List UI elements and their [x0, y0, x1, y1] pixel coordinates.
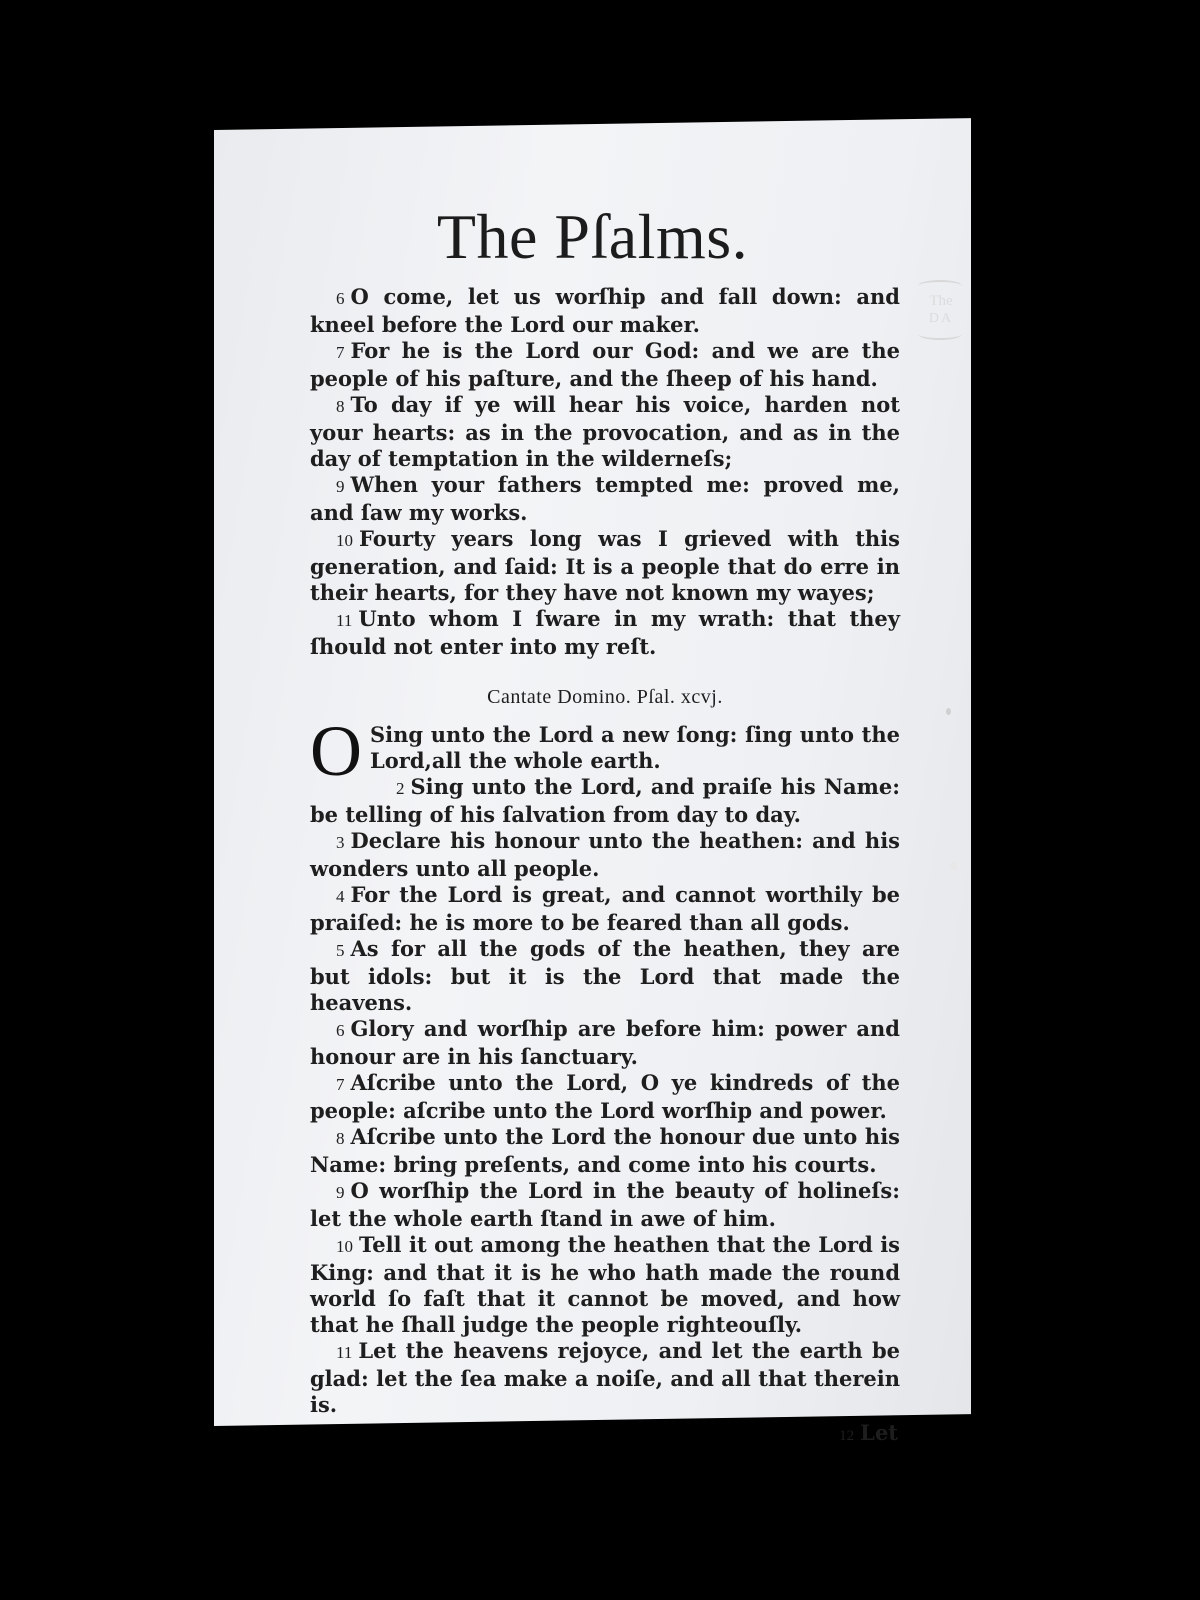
dust-speck — [946, 708, 951, 715]
margin-note-line2: DA — [928, 311, 954, 326]
verse-number: 4 — [336, 887, 345, 906]
verse — [310, 1338, 900, 1418]
verse-number: 6 — [336, 1021, 345, 1040]
drop-cap: O — [310, 711, 362, 791]
verse-number: 5 — [336, 941, 345, 960]
adjacent-page-margin-note — [918, 280, 964, 350]
verse-text: O worſhip the Lord in the beauty of holineſs: let the whole earth ſtand in awe of him. — [310, 1178, 900, 1231]
verse-text: Glory and worſhip are before him: power and honour are in his ſanctuary. — [310, 1016, 900, 1069]
verse — [310, 1016, 900, 1070]
catchword-number: 12 — [839, 1428, 855, 1444]
verse — [310, 338, 900, 392]
verse-text: O come, let us worſhip and fall down: and kneel before the Lord our maker. — [310, 284, 900, 337]
verse-text: Tell it out among the heathen that the Lord is King: and that it is he who hath made the round world ſo faſt that it cannot be moved, and how that he ſhall judge the people righteouſly. — [310, 1232, 900, 1337]
verse-text: When your fathers tempted me: proved me, and ſaw my works. — [310, 472, 900, 525]
brace-top — [918, 280, 962, 292]
verse-text: Unto whom I ſware in my wrath: that they ſhould not enter into my reſt. — [310, 606, 900, 659]
verse-text: Let the heavens rejoyce, and let the earth be glad: let the ſea make a noiſe, and all that therein is. — [310, 1338, 900, 1417]
verse-text: Sing unto the Lord a new ſong: ſing unto the Lord,all the whole earth. — [370, 722, 900, 773]
verse-number: 2 — [396, 779, 405, 798]
verse — [310, 526, 900, 606]
psalm-text — [310, 284, 900, 1449]
page-title: The Pſalms. — [436, 201, 749, 272]
verse-number: 3 — [336, 833, 345, 852]
verse-text: Aſcribe unto the Lord, O ye kindreds of the people: aſcribe unto the Lord worſhip and power. — [310, 1070, 900, 1123]
psalm-heading: Cantate Domino. Pſal. xcvj. — [487, 686, 723, 708]
verse-text: To day if ye will hear his voice, harden not your hearts: as in the provocation, and as in the day of temptation in the wilderneſs; — [310, 392, 900, 471]
verse — [310, 1124, 900, 1178]
catchword — [310, 1420, 900, 1449]
verse-number: 8 — [336, 1129, 345, 1148]
verse — [310, 828, 900, 882]
first-verse — [310, 711, 900, 791]
verse — [310, 774, 900, 828]
verse-number: 11 — [336, 1343, 353, 1362]
verse-text: Declare his honour unto the heathen: and his wonders unto all people. — [310, 828, 900, 881]
catchword-word: Let — [860, 1420, 898, 1445]
verse-text: For the Lord is great, and cannot worthily be praiſed: he is more to be feared than all gods. — [310, 882, 900, 935]
verse — [310, 882, 900, 936]
brace-bottom — [918, 328, 962, 340]
verse — [310, 1070, 900, 1124]
verse-text: As for all the gods of the heathen, they are but idols: but it is the Lord that made the heavens. — [310, 936, 900, 1015]
verse-number: 7 — [336, 343, 345, 362]
verse — [310, 472, 900, 526]
verse-number: 9 — [336, 1183, 345, 1202]
verse — [310, 284, 900, 338]
verse — [310, 1178, 900, 1232]
dust-speck — [950, 862, 958, 870]
verse-number: 11 — [336, 611, 353, 630]
verse-number: 10 — [336, 531, 353, 550]
verse-number: 9 — [336, 477, 345, 496]
verse-number: 8 — [336, 397, 345, 416]
verse-text: Sing unto the Lord, and praiſe his Name: be telling of his ſalvation from day to day. — [310, 774, 900, 827]
book-page — [214, 118, 971, 1445]
verse-text: For he is the Lord our God: and we are the people of his paſture, and the ſheep of his hand. — [310, 338, 900, 391]
verse-number: 6 — [336, 289, 345, 308]
verse-text: Fourty years long was I grieved with this generation, and ſaid: It is a people that do erre in their hearts, for they have not known my wayes; — [310, 526, 900, 605]
verse — [310, 1232, 900, 1338]
margin-note-line1: The — [929, 293, 953, 309]
verse-number: 7 — [336, 1075, 345, 1094]
verse-text: Aſcribe unto the Lord the honour due unto his Name: bring preſents, and come into his courts. — [310, 1124, 900, 1177]
verse — [310, 392, 900, 472]
verse-number: 10 — [336, 1237, 353, 1256]
verse — [310, 606, 900, 660]
verse — [310, 936, 900, 1016]
